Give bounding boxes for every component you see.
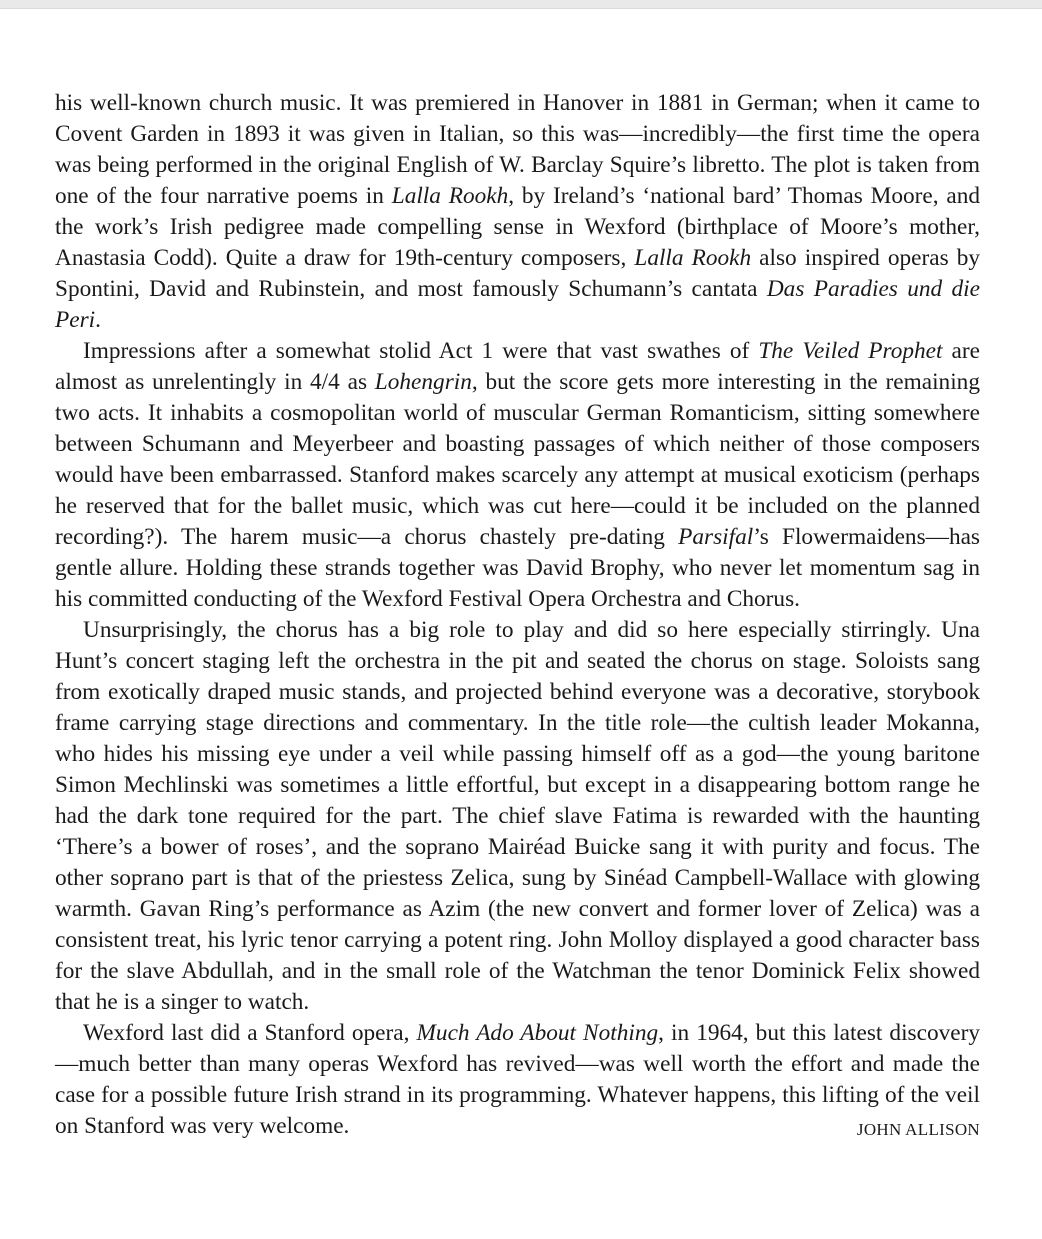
italic-title: Lalla Rookh [634,245,752,271]
text-run: Wexford last did a Stanford opera, [83,1020,417,1046]
paragraph-3 [55,615,980,1018]
text-run: his well-known church music. It was premiered in Hanover in 1881 in German; when it came to Covent Garden in 1893 it was given in Italian, so this was—incredibly—the first time the opera was being performed in the original English of W. Barclay Squire’s libretto. The plot is taken from one of the four narrative poems in [55,90,980,209]
article-body [55,88,980,1145]
italic-title: Lalla Rookh [391,183,509,209]
text-run: are almost as unrelentingly in 4/4 as [55,338,980,395]
text-run: ’s Flowermaidens—has gentle allure. Holding these strands together was David Brophy, who never let momentum sag in his committed conducting of the Wexford Festival Opera Orchestra and Chorus. [55,524,980,612]
italic-title: The Veiled Prophet [758,338,943,364]
text-run: , in 1964, but this latest discovery—much better than many operas Wexford has revived—was well worth the effort and made the case for a possible future Irish strand in its programming. Whatever happens, this lifting of the veil on Stanford was very welcome. [55,1020,980,1139]
paragraph-1 [55,88,980,336]
italic-title: Parsifal [678,524,754,550]
author-byline: JOHN ALLISON [856,1120,980,1139]
text-run: . [95,307,101,333]
italic-title: Lohengrin [374,369,472,395]
top-divider [0,0,1042,9]
text-run: also inspired operas by Spontini, David and Rubinstein, and most famously Schumann’s cantata [55,245,980,302]
text-run: , by Ireland’s ‘national bard’ Thomas Moore, and the work’s Irish pedigree made compelling sense in Wexford (birthplace of Moore’s mother, Anastasia Codd). Quite a draw for 19th-century composers, [55,183,981,271]
italic-title: Much Ado About Nothing [416,1020,659,1046]
text-run: Unsurprisingly, the chorus has a big role to play and did so here especially stirringly. Una Hunt’s concert staging left the orchestra in the pit and seated the chorus on stage. Soloists sang from exotically draped music stands, and projected behind everyone was a decorative, storybook frame carrying stage directions and commentary. In the title role—the cultish leader Mokanna, who hides his missing eye under a veil while passing himself off as a god—the young baritone Simon Mechlinski was sometimes a little effortful, but except in a disappearing bottom range he had the dark tone required for the part. The chief slave Fatima is rewarded with the haunting ‘There’s a bower of roses’, and the soprano Mairéad Buicke sang it with purity and focus. The other soprano part is that of the priestess Zelica, sung by Sinéad Campbell-Wallace with glowing warmth. Gavan Ring’s performance as Azim (the new convert and former lover of Zelica) was a consistent treat, his lyric tenor carrying a potent ring. John Molloy displayed a good character bass for the slave Abdullah, and in the small role of the Watchman the tenor Dominick Felix showed that he is a singer to watch. [55,617,980,1015]
paragraph-2 [55,336,980,615]
italic-title: Das Paradies und die Peri [55,276,980,333]
text-run: Impressions after a somewhat stolid Act 1 were that vast swathes of [83,338,759,364]
paragraph-4 [55,1018,980,1142]
text-run: , but the score gets more interesting in the remaining two acts. It inhabits a cosmopolitan world of muscular German Romanticism, sitting somewhere between Schumann and Meyerbeer and boasting passages of which neither of those composers would have been embarrassed. Stanford makes scarcely any attempt at musical exoticism (perhaps he reserved that for the ballet music, which was cut here—could it be included on the planned recording?). The harem music—a chorus chastely pre-dating [55,369,980,550]
